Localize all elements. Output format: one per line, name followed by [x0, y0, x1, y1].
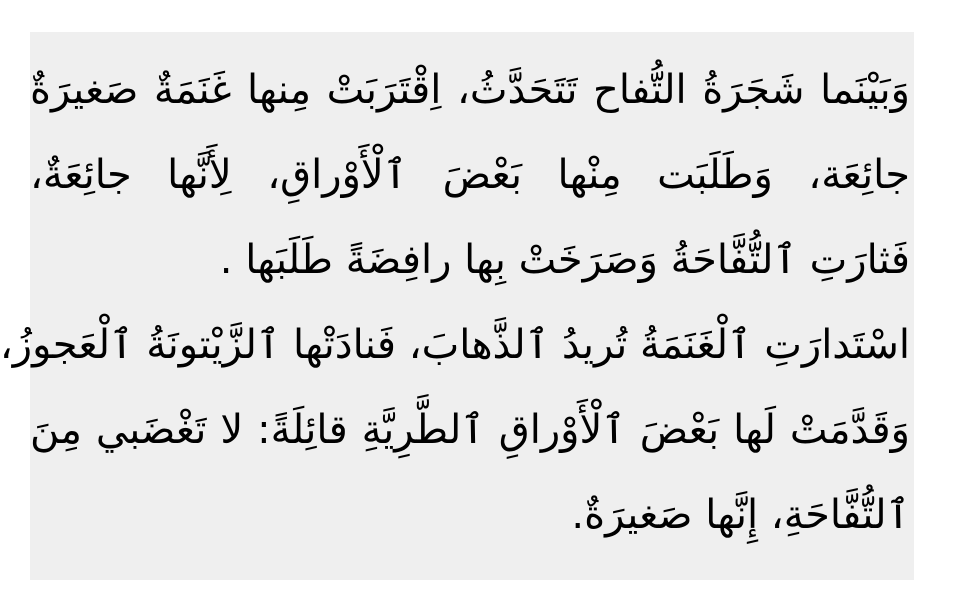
text-panel	[0, 32, 914, 580]
story-line: جائِعَة، وَطَلَبَت مِنْها بَعْضَ ٱلْأَوْراقِ، لِأَنَّها جائِعَةٌ،	[30, 152, 910, 198]
story-text	[0, 32, 914, 558]
story-line: وَبَيْنَما شَجَرَةُ التُّفاح تَتَحَدَّثُ، اِقْتَرَبَتْ مِنها غَنَمَةٌ صَغيرَةٌ	[30, 67, 910, 113]
story-line: اسْتَدارَتِ ٱلْغَنَمَةُ تُريدُ ٱلذَّهابَ، فَنادَتْها ٱلزَّيْتونَةُ ٱلْعَجوزُ،	[0, 322, 910, 368]
story-line: فَثارَتِ ٱلتُّفَّاحَةُ وَصَرَخَتْ بِها رافِضَةً طَلَبَها .	[219, 237, 910, 283]
story-line: وَقَدَّمَتْ لَها بَعْضَ ٱلْأَوْراقِ ٱلطَّرِيَّةِ قائِلَةً: لا تَغْضَبي مِنَ	[30, 407, 910, 453]
story-line: ٱلتُّفَّاحَةِ، إِنَّها صَغيرَةٌ.	[571, 492, 910, 538]
